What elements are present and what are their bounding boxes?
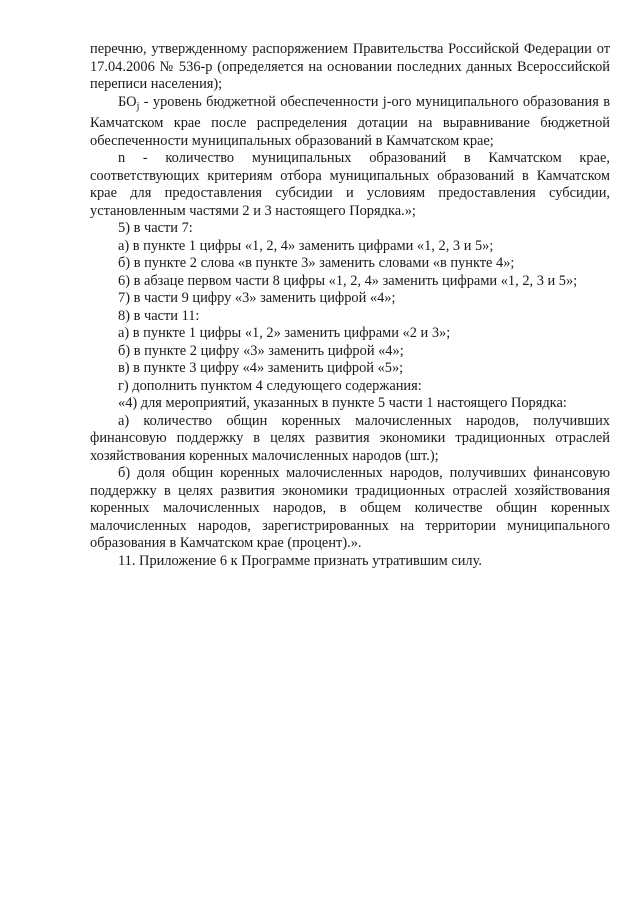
bo-definition-text: - уровень бюджетной обеспеченности j-ого муниципального образования в Камчатском крае после распределения дотации на выравнивание бюджетной обеспеченности муниципальных образований в Камчатском крае; — [90, 93, 610, 149]
paragraph-item-6: 6) в абзаце первом части 8 цифры «1, 2, 4» заменить цифрами «1, 2, 3 и 5»; — [118, 272, 578, 289]
bo-symbol: БО — [118, 93, 137, 110]
paragraph-item-5: 5) в части 7: — [118, 220, 193, 236]
paragraph-item-8v: в) в пункте 3 цифру «4» заменить цифрой «5»; — [118, 360, 404, 376]
paragraph-quote-4a: а) количество общин коренных малочисленных народов, получивших финансовую поддержку в целях развития экономики традиционных отраслей хозяйствования коренных малочисленных народов (шт.); — [90, 412, 610, 464]
paragraph-item-8g: г) дополнить пунктом 4 следующего содержания: — [118, 377, 422, 394]
bo-subscript-j: j — [136, 100, 140, 112]
paragraph-item-5a: а) в пункте 1 цифры «1, 2, 4» заменить цифрами «1, 2, 3 и 5»; — [118, 237, 494, 254]
paragraph-n-definition: n - количество муниципальных образований в Камчатском крае, соответствующих критериям отбора муниципальных образований в Камчатском крае для предоставления субсидии и условиям предоставления субсидии, установленным частями 2 и 3 настоящего Порядка.»; — [90, 150, 610, 219]
paragraph-quote-4: «4) для мероприятий, указанных в пункте 5 части 1 настоящего Порядка: — [118, 395, 567, 411]
paragraph-bo-j-definition — [90, 94, 610, 151]
paragraph-item-8: 8) в части 11: — [118, 307, 200, 324]
paragraph-item-8a: а) в пункте 1 цифры «1, 2» заменить цифрами «2 и 3»; — [118, 325, 451, 341]
document-body — [90, 41, 610, 570]
paragraph-item-5b: б) в пункте 2 слова «в пункте 3» заменить словами «в пункте 4»; — [118, 255, 515, 271]
paragraph-perechnyu: перечню, утвержденному распоряжением Правительства Российской Федерации от 17.04.2006 № 536-р (определяется на основании последних данных Всероссийской переписи населения); — [90, 41, 610, 92]
paragraph-item-8b: б) в пункте 2 цифру «3» заменить цифрой «4»; — [118, 342, 404, 359]
paragraph-item-11: 11. Приложение 6 к Программе признать утратившим силу. — [118, 552, 482, 569]
paragraph-quote-4b: б) доля общин коренных малочисленных народов, получивших финансовую поддержку в целях развития экономики традиционных отраслей хозяйствования коренных малочисленных народов, в общем количестве общин коренных малочисленных народов, зарегистрированных на территории муниципального образования в Камчатском крае (процент).». — [90, 465, 610, 551]
paragraph-item-7: 7) в части 9 цифру «3» заменить цифрой «4»; — [118, 290, 396, 306]
